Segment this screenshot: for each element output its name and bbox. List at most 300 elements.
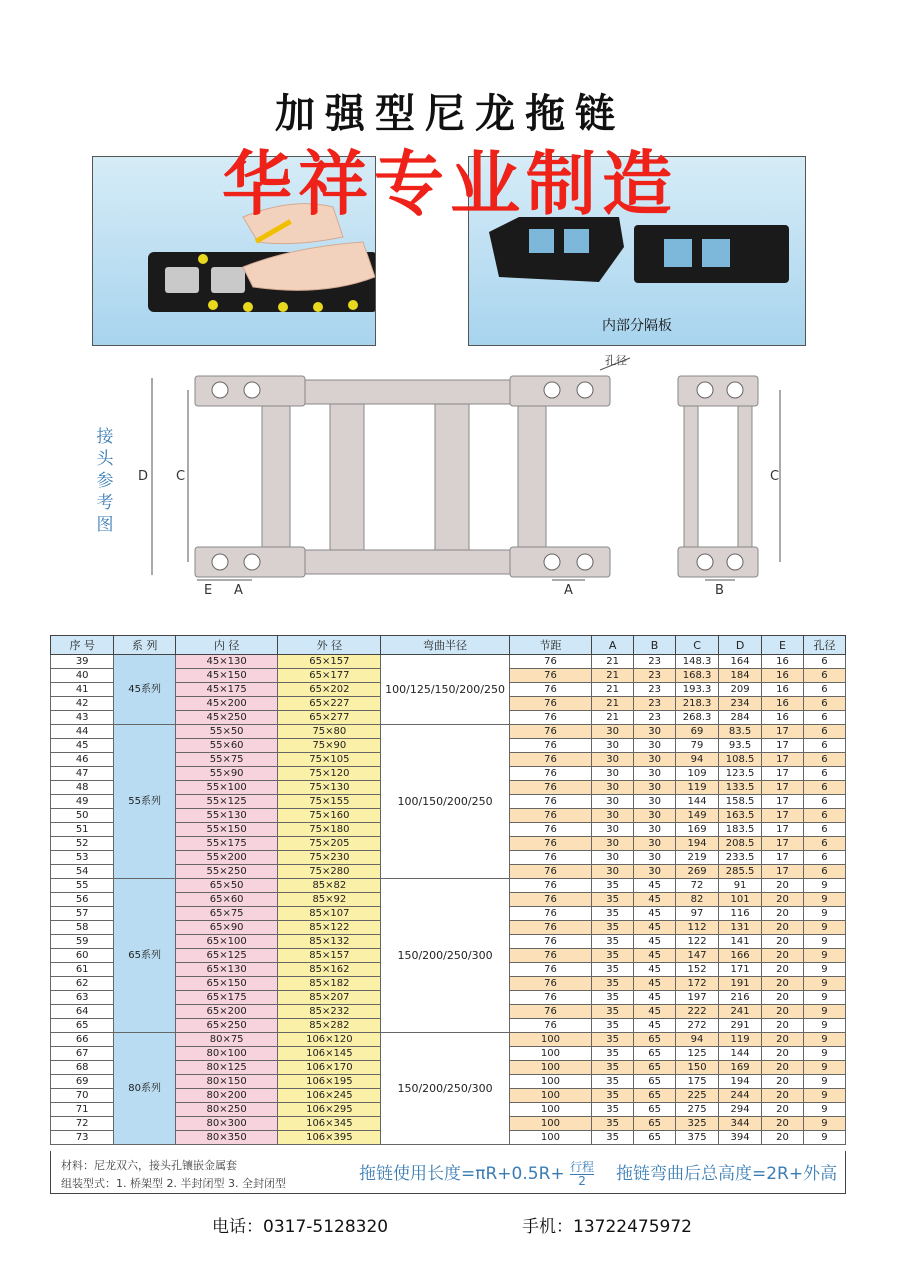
table-cell: 193.3 [676, 683, 719, 697]
table-cell: 194 [676, 837, 719, 851]
table-cell: 394 [719, 1131, 762, 1145]
inner-size-cell: 45×200 [175, 697, 278, 711]
dim-E: E [204, 583, 213, 598]
table-cell: 9 [803, 991, 845, 1005]
row-number-cell: 48 [51, 781, 114, 795]
dim-B: B [715, 583, 724, 598]
outer-size-cell: 106×245 [278, 1089, 381, 1103]
table-cell: 20 [762, 893, 804, 907]
table-cell: 35 [592, 935, 634, 949]
table-cell: 168.3 [676, 669, 719, 683]
table-cell: 30 [634, 753, 676, 767]
table-cell: 225 [676, 1089, 719, 1103]
outer-size-cell: 75×230 [278, 851, 381, 865]
table-cell: 17 [762, 739, 804, 753]
table-cell: 9 [803, 1131, 845, 1145]
outer-size-cell: 75×280 [278, 865, 381, 879]
row-number-cell: 50 [51, 809, 114, 823]
table-cell: 45 [634, 949, 676, 963]
table-cell: 35 [592, 1061, 634, 1075]
table-cell: 35 [592, 1033, 634, 1047]
table-cell: 21 [592, 683, 634, 697]
table-cell: 9 [803, 1089, 845, 1103]
table-cell: 45 [634, 1019, 676, 1033]
table-cell: 30 [592, 809, 634, 823]
table-cell: 244 [719, 1089, 762, 1103]
outer-size-cell: 65×277 [278, 711, 381, 725]
row-number-cell: 68 [51, 1061, 114, 1075]
col-header: B [634, 636, 676, 655]
table-cell: 148.3 [676, 655, 719, 669]
outer-size-cell: 85×132 [278, 935, 381, 949]
table-cell: 171 [719, 963, 762, 977]
table-cell: 125 [676, 1047, 719, 1061]
table-cell: 9 [803, 963, 845, 977]
spec-table [50, 635, 846, 1145]
table-cell: 35 [592, 1019, 634, 1033]
table-cell: 209 [719, 683, 762, 697]
table-cell: 65 [634, 1033, 676, 1047]
inner-size-cell: 55×250 [175, 865, 278, 879]
inner-size-cell: 65×200 [175, 1005, 278, 1019]
table-cell: 16 [762, 655, 804, 669]
table-cell: 169 [676, 823, 719, 837]
table-cell: 30 [592, 753, 634, 767]
table-cell: 219 [676, 851, 719, 865]
table-cell: 6 [803, 865, 845, 879]
row-number-cell: 39 [51, 655, 114, 669]
inner-size-cell: 55×130 [175, 809, 278, 823]
row-number-cell: 49 [51, 795, 114, 809]
table-cell: 144 [676, 795, 719, 809]
table-cell: 20 [762, 1089, 804, 1103]
table-cell: 20 [762, 1131, 804, 1145]
table-cell: 72 [676, 879, 719, 893]
table-cell: 76 [509, 949, 591, 963]
table-cell: 17 [762, 795, 804, 809]
col-header: 系 列 [114, 636, 176, 655]
table-cell: 76 [509, 781, 591, 795]
table-cell: 30 [634, 809, 676, 823]
row-number-cell: 44 [51, 725, 114, 739]
table-cell: 9 [803, 977, 845, 991]
table-cell: 6 [803, 781, 845, 795]
inner-size-cell: 55×150 [175, 823, 278, 837]
spec-table-header [51, 636, 846, 655]
table-cell: 233.5 [719, 851, 762, 865]
inner-size-cell: 65×250 [175, 1019, 278, 1033]
table-row [51, 879, 846, 893]
table-cell: 30 [634, 837, 676, 851]
table-cell: 9 [803, 1103, 845, 1117]
table-cell: 35 [592, 1047, 634, 1061]
col-header: E [762, 636, 804, 655]
table-row [51, 655, 846, 669]
table-cell: 141 [719, 935, 762, 949]
outer-size-cell: 65×157 [278, 655, 381, 669]
col-header: D [719, 636, 762, 655]
table-cell: 21 [592, 655, 634, 669]
table-cell: 108.5 [719, 753, 762, 767]
outer-size-cell: 106×120 [278, 1033, 381, 1047]
bend-radius-cell: 150/200/250/300 [381, 1033, 509, 1145]
table-cell: 30 [634, 739, 676, 753]
table-cell: 216 [719, 991, 762, 1005]
table-cell: 175 [676, 1075, 719, 1089]
outer-size-cell: 106×195 [278, 1075, 381, 1089]
table-cell: 20 [762, 935, 804, 949]
row-number-cell: 64 [51, 1005, 114, 1019]
table-cell: 45 [634, 977, 676, 991]
dim-C: C [176, 469, 186, 484]
table-cell: 100 [509, 1103, 591, 1117]
outer-size-cell: 85×182 [278, 977, 381, 991]
table-cell: 172 [676, 977, 719, 991]
outer-size-cell: 65×177 [278, 669, 381, 683]
table-cell: 9 [803, 1019, 845, 1033]
table-cell: 65 [634, 1131, 676, 1145]
table-cell: 65 [634, 1089, 676, 1103]
table-cell: 152 [676, 963, 719, 977]
inner-size-cell: 55×50 [175, 725, 278, 739]
table-cell: 9 [803, 1061, 845, 1075]
table-cell: 91 [719, 879, 762, 893]
row-number-cell: 73 [51, 1131, 114, 1145]
table-cell: 20 [762, 1075, 804, 1089]
dim-A-right: A [564, 583, 573, 598]
inner-size-cell: 45×150 [175, 669, 278, 683]
outer-size-cell: 85×107 [278, 907, 381, 921]
outer-size-cell: 85×82 [278, 879, 381, 893]
table-cell: 119 [719, 1033, 762, 1047]
col-header: C [676, 636, 719, 655]
table-cell: 45 [634, 907, 676, 921]
table-cell: 79 [676, 739, 719, 753]
table-cell: 76 [509, 935, 591, 949]
inner-size-cell: 65×150 [175, 977, 278, 991]
col-header: 内 径 [175, 636, 278, 655]
table-cell: 100 [509, 1061, 591, 1075]
table-cell: 17 [762, 865, 804, 879]
table-cell: 9 [803, 879, 845, 893]
table-cell: 30 [592, 767, 634, 781]
series-cell: 55系列 [114, 725, 176, 879]
length-formula [359, 1159, 594, 1188]
row-number-cell: 47 [51, 767, 114, 781]
inner-size-cell: 80×300 [175, 1117, 278, 1131]
table-cell: 6 [803, 795, 845, 809]
separator-caption: 内部分隔板 [602, 318, 672, 334]
table-cell: 21 [592, 669, 634, 683]
table-cell: 6 [803, 809, 845, 823]
table-cell: 6 [803, 837, 845, 851]
inner-size-cell: 65×175 [175, 991, 278, 1005]
table-cell: 17 [762, 851, 804, 865]
table-cell: 35 [592, 879, 634, 893]
row-number-cell: 66 [51, 1033, 114, 1047]
table-cell: 76 [509, 683, 591, 697]
row-number-cell: 57 [51, 907, 114, 921]
table-cell: 6 [803, 753, 845, 767]
table-cell: 20 [762, 1019, 804, 1033]
table-cell: 9 [803, 1005, 845, 1019]
table-cell: 163.5 [719, 809, 762, 823]
fraction-denominator: 2 [578, 1173, 586, 1188]
table-cell: 147 [676, 949, 719, 963]
row-number-cell: 54 [51, 865, 114, 879]
table-cell: 100 [509, 1131, 591, 1145]
table-cell: 35 [592, 1075, 634, 1089]
table-cell: 35 [592, 907, 634, 921]
row-number-cell: 61 [51, 963, 114, 977]
row-number-cell: 41 [51, 683, 114, 697]
table-cell: 9 [803, 893, 845, 907]
inner-size-cell: 80×150 [175, 1075, 278, 1089]
outer-size-cell: 85×162 [278, 963, 381, 977]
table-cell: 76 [509, 655, 591, 669]
table-cell: 6 [803, 655, 845, 669]
outer-size-cell: 106×145 [278, 1047, 381, 1061]
inner-size-cell: 65×100 [175, 935, 278, 949]
table-cell: 9 [803, 949, 845, 963]
table-row [51, 1033, 846, 1047]
outer-size-cell: 106×345 [278, 1117, 381, 1131]
row-number-cell: 62 [51, 977, 114, 991]
outer-size-cell: 85×122 [278, 921, 381, 935]
outer-size-cell: 75×105 [278, 753, 381, 767]
table-cell: 20 [762, 1117, 804, 1131]
table-cell: 144 [719, 1047, 762, 1061]
table-cell: 20 [762, 1061, 804, 1075]
table-cell: 35 [592, 1005, 634, 1019]
table-cell: 30 [592, 865, 634, 879]
inner-size-cell: 55×200 [175, 851, 278, 865]
table-cell: 101 [719, 893, 762, 907]
outer-size-cell: 75×120 [278, 767, 381, 781]
outer-size-cell: 75×155 [278, 795, 381, 809]
table-cell: 20 [762, 879, 804, 893]
table-cell: 218.3 [676, 697, 719, 711]
page-title: 加强型尼龙拖链 [275, 91, 625, 137]
inner-size-cell: 80×75 [175, 1033, 278, 1047]
table-cell: 344 [719, 1117, 762, 1131]
assembly-note: 组装型式：1. 桥架型 2. 半封闭型 3. 全封闭型 [61, 1177, 286, 1190]
table-cell: 6 [803, 739, 845, 753]
row-number-cell: 60 [51, 949, 114, 963]
table-cell: 269 [676, 865, 719, 879]
table-cell: 30 [634, 795, 676, 809]
table-cell: 17 [762, 837, 804, 851]
notes-box [50, 1151, 846, 1194]
table-cell: 45 [634, 921, 676, 935]
inner-size-cell: 65×125 [175, 949, 278, 963]
inner-size-cell: 55×90 [175, 767, 278, 781]
table-cell: 76 [509, 795, 591, 809]
inner-size-cell: 55×125 [175, 795, 278, 809]
table-cell: 222 [676, 1005, 719, 1019]
table-cell: 21 [592, 697, 634, 711]
table-cell: 76 [509, 963, 591, 977]
table-cell: 23 [634, 683, 676, 697]
table-cell: 191 [719, 977, 762, 991]
table-cell: 17 [762, 753, 804, 767]
table-cell: 76 [509, 893, 591, 907]
table-cell: 208.5 [719, 837, 762, 851]
table-cell: 76 [509, 865, 591, 879]
outer-size-cell: 65×227 [278, 697, 381, 711]
outer-size-cell: 106×395 [278, 1131, 381, 1145]
row-number-cell: 63 [51, 991, 114, 1005]
inner-size-cell: 80×200 [175, 1089, 278, 1103]
table-cell: 76 [509, 851, 591, 865]
table-cell: 6 [803, 711, 845, 725]
table-cell: 76 [509, 697, 591, 711]
inner-size-cell: 45×175 [175, 683, 278, 697]
table-row [51, 725, 846, 739]
row-number-cell: 70 [51, 1089, 114, 1103]
table-cell: 76 [509, 921, 591, 935]
table-cell: 16 [762, 697, 804, 711]
fraction-numerator: 行程 [570, 1159, 595, 1174]
length-formula-prefix: 拖链使用长度=πR+0.5R+ [359, 1164, 565, 1184]
table-cell: 20 [762, 977, 804, 991]
table-cell: 65 [634, 1103, 676, 1117]
table-cell: 17 [762, 725, 804, 739]
table-cell: 9 [803, 1075, 845, 1089]
table-cell: 131 [719, 921, 762, 935]
table-cell: 30 [634, 725, 676, 739]
outer-size-cell: 85×232 [278, 1005, 381, 1019]
table-cell: 45 [634, 893, 676, 907]
outer-size-cell: 75×160 [278, 809, 381, 823]
table-cell: 76 [509, 837, 591, 851]
table-cell: 76 [509, 991, 591, 1005]
inner-size-cell: 80×250 [175, 1103, 278, 1117]
table-cell: 65 [634, 1047, 676, 1061]
table-cell: 234 [719, 697, 762, 711]
table-cell: 166 [719, 949, 762, 963]
table-cell: 109 [676, 767, 719, 781]
table-cell: 285.5 [719, 865, 762, 879]
table-cell: 119 [676, 781, 719, 795]
table-cell: 35 [592, 921, 634, 935]
table-cell: 20 [762, 963, 804, 977]
col-header: 弯曲半径 [381, 636, 509, 655]
table-cell: 20 [762, 907, 804, 921]
table-cell: 375 [676, 1131, 719, 1145]
outer-size-cell: 85×157 [278, 949, 381, 963]
row-number-cell: 58 [51, 921, 114, 935]
table-cell: 9 [803, 1033, 845, 1047]
inner-size-cell: 65×75 [175, 907, 278, 921]
table-cell: 100 [509, 1117, 591, 1131]
table-cell: 76 [509, 977, 591, 991]
table-cell: 30 [634, 823, 676, 837]
outer-size-cell: 75×80 [278, 725, 381, 739]
table-cell: 76 [509, 1005, 591, 1019]
table-cell: 291 [719, 1019, 762, 1033]
table-cell: 83.5 [719, 725, 762, 739]
table-cell: 76 [509, 767, 591, 781]
table-cell: 197 [676, 991, 719, 1005]
table-cell: 20 [762, 991, 804, 1005]
table-cell: 23 [634, 655, 676, 669]
table-cell: 20 [762, 1005, 804, 1019]
table-cell: 94 [676, 753, 719, 767]
table-cell: 100 [509, 1033, 591, 1047]
table-cell: 6 [803, 683, 845, 697]
phone-number: 电话：0317-5128320 [212, 1217, 389, 1237]
table-cell: 9 [803, 1117, 845, 1131]
outer-size-cell: 106×170 [278, 1061, 381, 1075]
table-cell: 116 [719, 907, 762, 921]
row-number-cell: 40 [51, 669, 114, 683]
table-cell: 6 [803, 851, 845, 865]
inner-size-cell: 80×350 [175, 1131, 278, 1145]
table-cell: 35 [592, 991, 634, 1005]
table-cell: 241 [719, 1005, 762, 1019]
inner-size-cell: 55×75 [175, 753, 278, 767]
table-cell: 82 [676, 893, 719, 907]
inner-size-cell: 65×130 [175, 963, 278, 977]
inner-size-cell: 55×175 [175, 837, 278, 851]
table-cell: 30 [592, 739, 634, 753]
table-cell: 17 [762, 809, 804, 823]
table-cell: 35 [592, 893, 634, 907]
outer-size-cell: 85×92 [278, 893, 381, 907]
inner-size-cell: 45×130 [175, 655, 278, 669]
table-cell: 30 [592, 725, 634, 739]
col-header: 外 径 [278, 636, 381, 655]
row-number-cell: 65 [51, 1019, 114, 1033]
table-cell: 35 [592, 1117, 634, 1131]
table-cell: 325 [676, 1117, 719, 1131]
table-cell: 275 [676, 1103, 719, 1117]
outer-size-cell: 85×282 [278, 1019, 381, 1033]
series-cell: 80系列 [114, 1033, 176, 1145]
dim-D: D [138, 469, 149, 484]
col-header: 孔径 [803, 636, 845, 655]
table-cell: 6 [803, 669, 845, 683]
row-number-cell: 43 [51, 711, 114, 725]
row-number-cell: 46 [51, 753, 114, 767]
table-cell: 35 [592, 1131, 634, 1145]
table-cell: 20 [762, 1103, 804, 1117]
table-cell: 16 [762, 669, 804, 683]
table-cell: 20 [762, 1033, 804, 1047]
table-cell: 45 [634, 991, 676, 1005]
table-cell: 35 [592, 949, 634, 963]
inner-size-cell: 65×60 [175, 893, 278, 907]
bend-radius-cell: 100/125/150/200/250 [381, 655, 509, 725]
material-note: 材料：尼龙双六，接头孔镶嵌金属套 [61, 1159, 237, 1172]
table-cell: 76 [509, 739, 591, 753]
row-number-cell: 45 [51, 739, 114, 753]
inner-size-cell: 55×100 [175, 781, 278, 795]
table-cell: 23 [634, 697, 676, 711]
dim-A-left: A [234, 583, 243, 598]
table-cell: 100 [509, 1047, 591, 1061]
row-number-cell: 52 [51, 837, 114, 851]
table-cell: 21 [592, 711, 634, 725]
table-cell: 76 [509, 907, 591, 921]
table-cell: 164 [719, 655, 762, 669]
table-cell: 30 [592, 781, 634, 795]
table-cell: 94 [676, 1033, 719, 1047]
row-number-cell: 51 [51, 823, 114, 837]
table-cell: 76 [509, 879, 591, 893]
table-cell: 65 [634, 1061, 676, 1075]
